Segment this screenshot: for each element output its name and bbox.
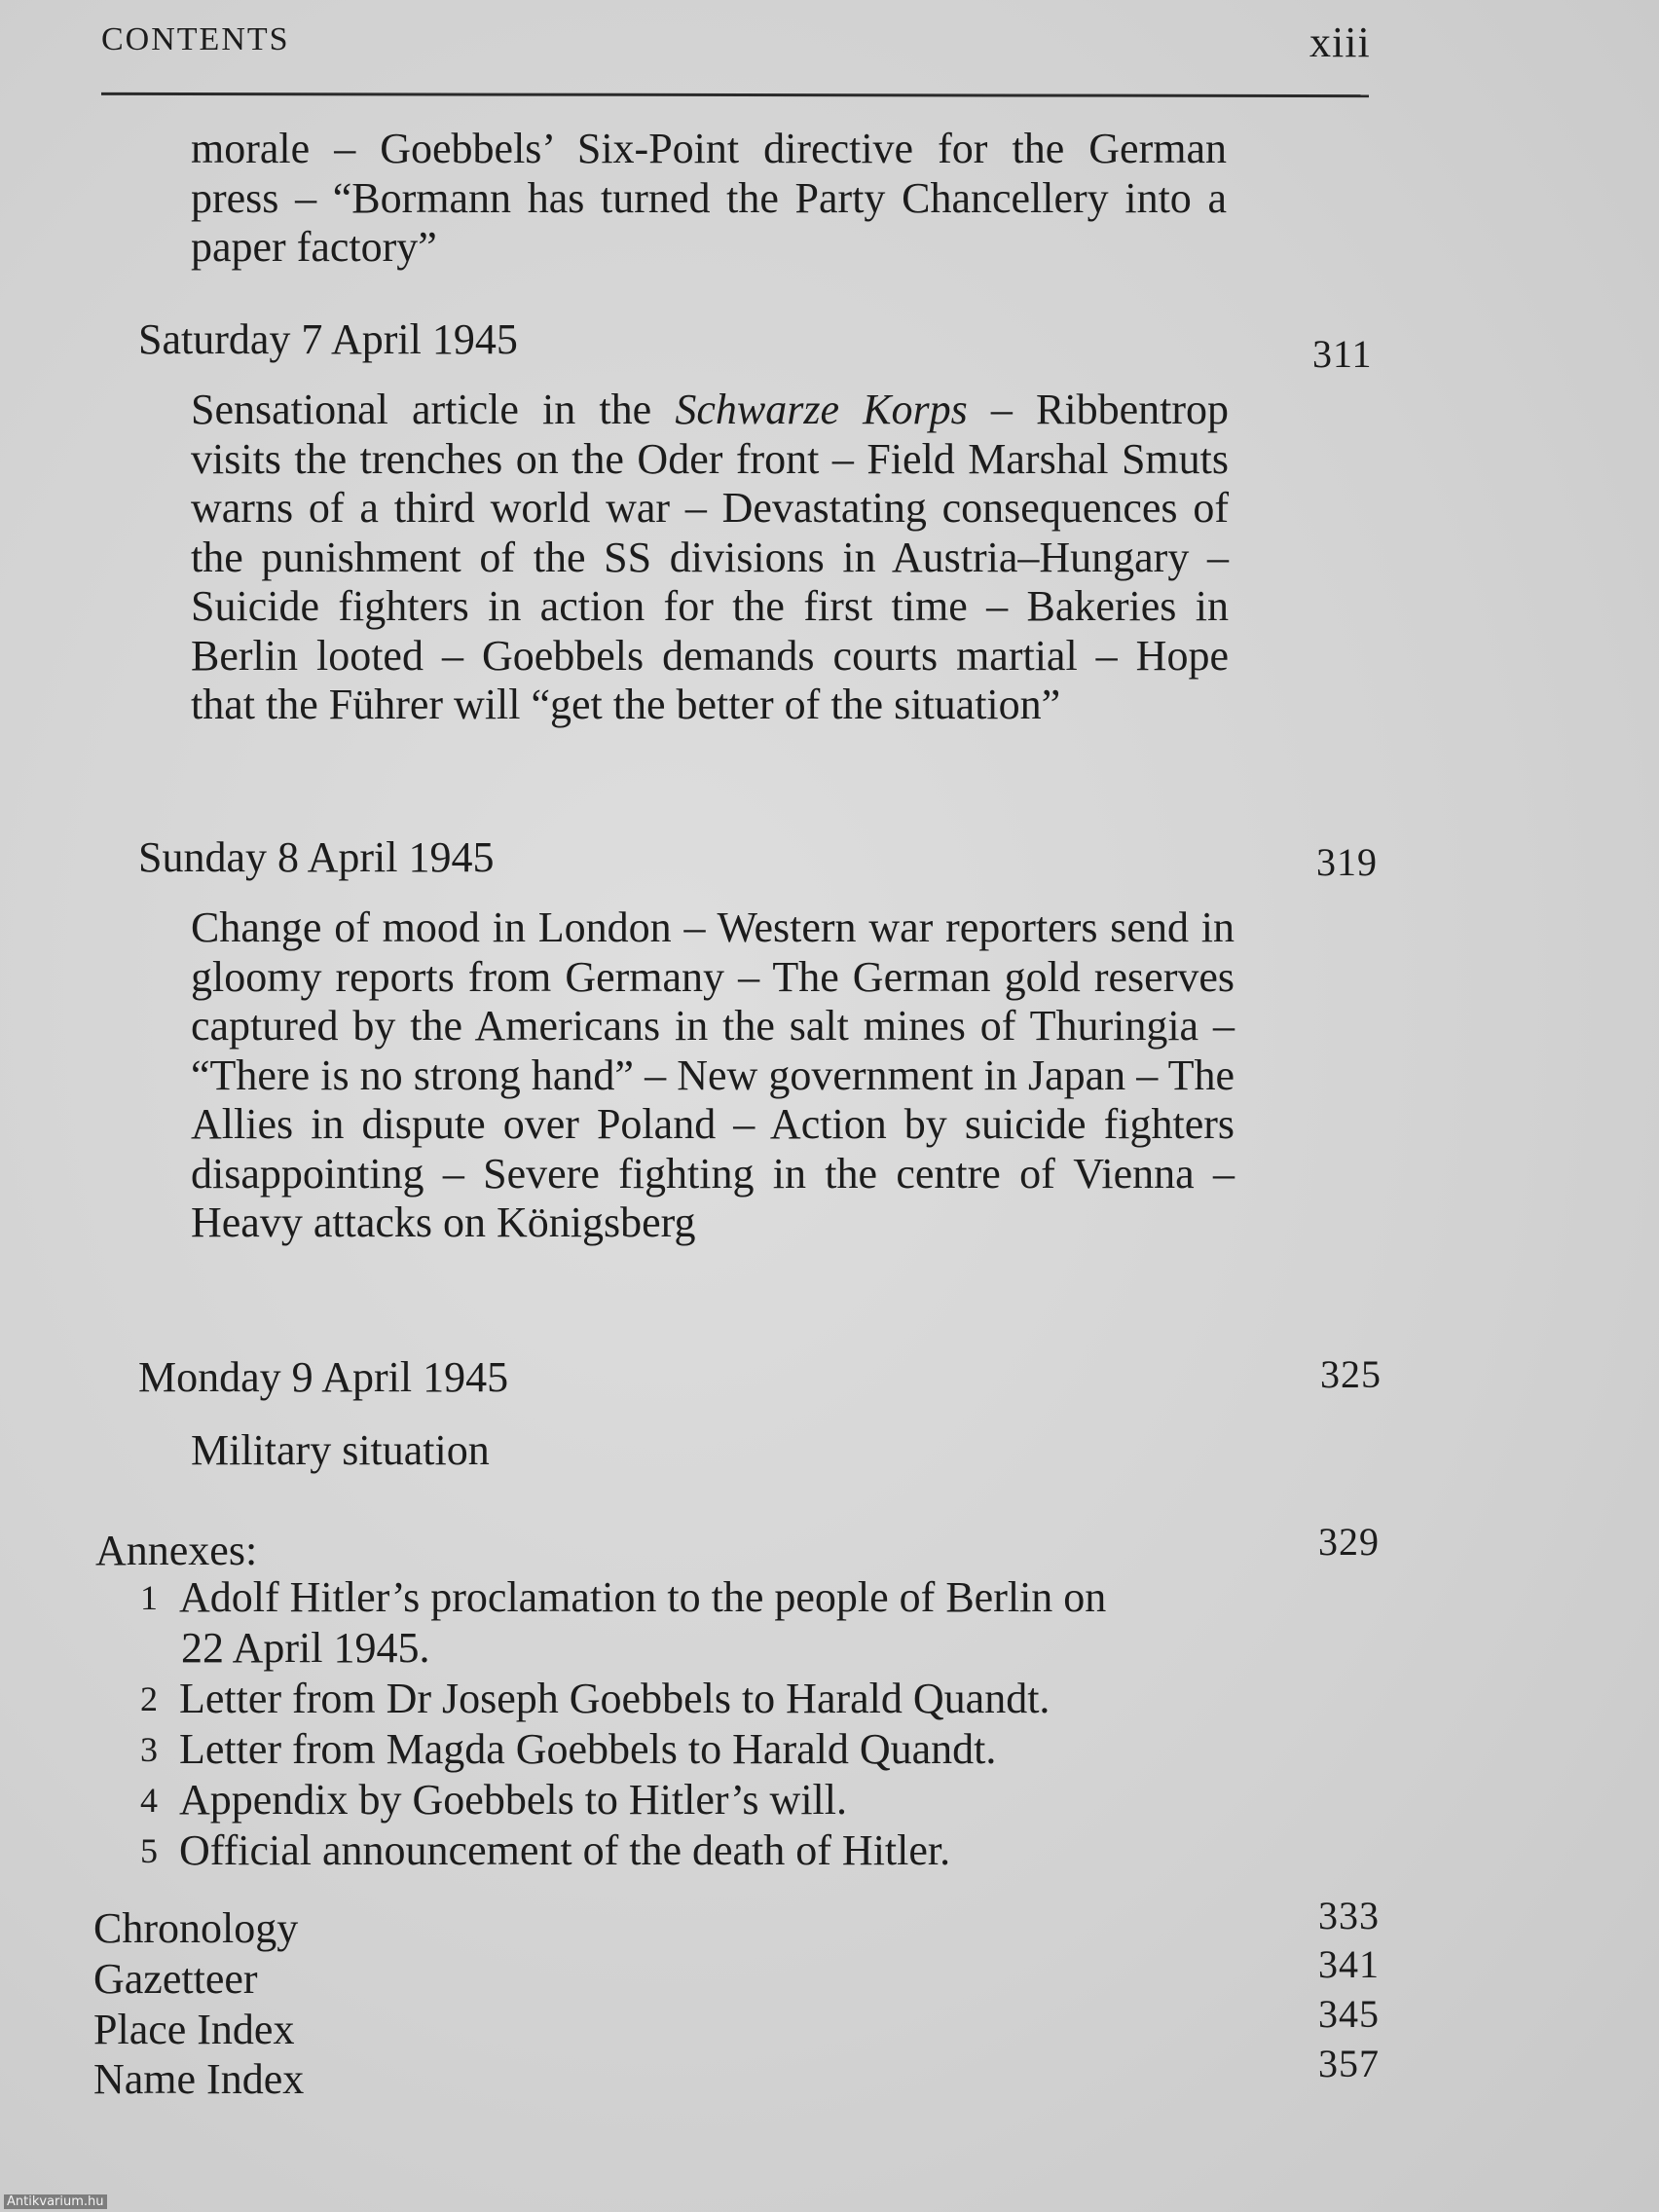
annexes-heading: Annexes:	[95, 1527, 258, 1574]
annex-title: Official announcement of the death of Hitler.	[179, 1826, 951, 1874]
header-rule	[101, 92, 1369, 97]
back-matter-name-index: Name Index	[93, 2055, 305, 2103]
back-matter-page: 357	[1318, 2042, 1380, 2085]
entry-summary-saturday	[191, 386, 1229, 730]
annex-item	[140, 1725, 996, 1774]
publication-title: Schwarze Korps	[675, 386, 968, 433]
annex-item	[140, 1675, 1050, 1723]
annex-title-continued: 22 April 1945.	[181, 1624, 430, 1672]
annex-item-continued	[181, 1624, 429, 1673]
entry-summary-sunday: Change of mood in London – Western war reporters send in gloomy reports from Germany – The German gold reserves captured by the Americans in the salt mines of Thuringia – “There is no strong hand” – New government in Japan – The Allies in dispute over Poland – Action by suicide fighters disappointing – Severe fighting in the centre of Vienna – Heavy attacks on Königsberg	[191, 903, 1235, 1246]
back-matter-page: 341	[1318, 1942, 1380, 1986]
entry-page-monday: 325	[1320, 1352, 1382, 1396]
entry-summary-monday: Military situation	[191, 1426, 490, 1474]
annexes-page: 329	[1318, 1520, 1380, 1564]
annex-item	[140, 1573, 1106, 1622]
annex-title: Adolf Hitler’s proclamation to the people of Berlin on	[179, 1573, 1107, 1621]
annex-number: 1	[140, 1578, 158, 1617]
running-head-title: CONTENTS	[101, 21, 290, 57]
back-matter-page: 333	[1318, 1894, 1380, 1937]
entry-page-sunday: 319	[1316, 840, 1378, 884]
annex-item	[140, 1776, 847, 1825]
annex-item	[140, 1826, 950, 1875]
summary-text-end: – Ribbentrop visits the trenches on the Oder front – Field Marshal Smuts warns of a third world war – Devastating consequences of the punishment of the SS divisions in Austria–Hungary – Suicide fighters in action for the first time – Bakeries in Berlin looted – Goebbels demands courts martial – Hope that the Führer will “get the better of the situation”	[191, 386, 1230, 728]
annex-title: Letter from Dr Joseph Goebbels to Harald Quandt.	[179, 1675, 1051, 1722]
entry-heading-saturday: Saturday 7 April 1945	[138, 315, 518, 363]
running-head-page-number: xiii	[1309, 18, 1371, 66]
annex-number: 3	[140, 1730, 158, 1769]
summary-text-start: Sensational article in the	[191, 386, 676, 433]
entry-page-saturday: 311	[1312, 332, 1373, 376]
back-matter-page: 345	[1318, 1992, 1380, 2036]
entry-heading-sunday: Sunday 8 April 1945	[138, 833, 495, 881]
entry-heading-monday: Monday 9 April 1945	[138, 1353, 509, 1401]
back-matter-place-index: Place Index	[93, 2006, 295, 2053]
annex-number: 2	[140, 1679, 158, 1718]
annex-title: Letter from Magda Goebbels to Harald Quandt.	[179, 1725, 997, 1773]
annex-number: 4	[140, 1781, 158, 1820]
annex-title: Appendix by Goebbels to Hitler’s will.	[179, 1776, 847, 1824]
entry-summary-continued: morale – Goebbels’ Six-Point directive for the German press – “Bormann has turned the Party Chancellery into a paper factory”	[191, 125, 1227, 271]
back-matter-chronology: Chronology	[93, 1904, 299, 1952]
annex-number: 5	[140, 1831, 158, 1870]
back-matter-gazetteer: Gazetteer	[93, 1955, 258, 2003]
watermark-label: Antikvarium.hu	[4, 2194, 107, 2209]
